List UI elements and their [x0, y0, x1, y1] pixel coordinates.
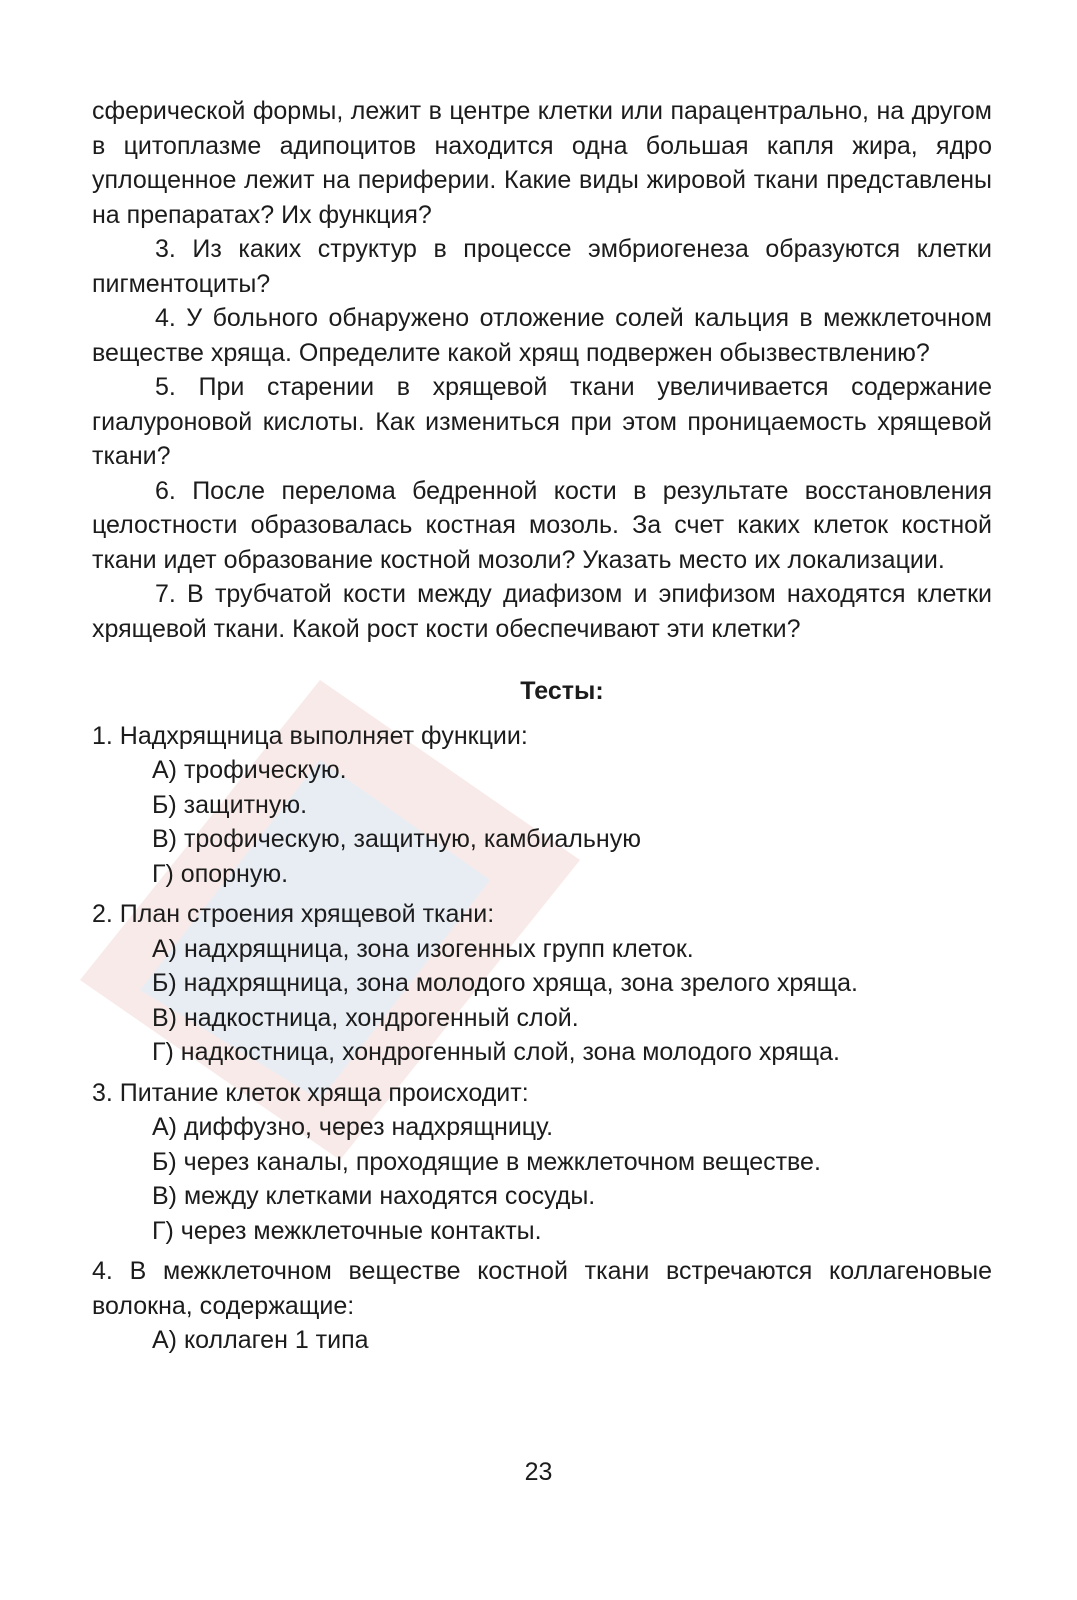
answer-options — [92, 1323, 992, 1358]
answer-option: А) коллаген 1 типа — [152, 1326, 369, 1354]
page-content — [92, 94, 992, 1364]
paragraph: 6. После перелома бедренной кости в результате восстановления целостности образовалась костная мозоль. За счет каких клеток костной ткани идет образование костной мозоли? Указать место их локализации. — [92, 476, 992, 574]
answer-option: А) трофическую. — [152, 756, 347, 784]
answer-option: Г) через межклеточные контакты. — [152, 1216, 542, 1245]
page-number: 23 — [524, 1458, 553, 1486]
answer-options — [92, 1110, 992, 1248]
answer-options — [92, 753, 992, 891]
paragraph: 4. У больного обнаружено отложение солей кальция в межклеточном веществе хряща. Определите какой хрящ подвержен обызвествлению? — [92, 304, 992, 367]
test-item — [92, 897, 992, 1070]
answer-option: А) надхрящница, зона изогенных групп клеток. — [152, 934, 694, 963]
tests-heading: Тесты: — [520, 677, 604, 705]
answer-option: В) надкостница, хондрогенный слой. — [152, 1003, 579, 1032]
test-question: 1. Надхрящница выполняет функции: — [92, 721, 528, 750]
case-questions-section — [92, 94, 992, 646]
test-question: 4. В межклеточном веществе костной ткани встречаются коллагеновые волокна, содержащие: — [92, 1257, 992, 1320]
answer-options — [92, 932, 992, 1070]
paragraph: 3. Из каких структур в процессе эмбриогенеза образуются клетки пигментоциты? — [92, 235, 992, 298]
test-item — [92, 719, 992, 892]
answer-option: Б) надхрящница, зона молодого хряща, зона зрелого хряща. — [152, 969, 858, 997]
answer-option: В) трофическую, защитную, камбиальную — [152, 825, 641, 853]
tests-section — [92, 719, 992, 1358]
test-question: 2. План строения хрящевой ткани: — [92, 900, 495, 928]
paragraph: 7. В трубчатой кости между диафизом и эпифизом находятся клетки хрящевой ткани. Какой рост кости обеспечивают эти клетки? — [92, 580, 992, 643]
paragraph: сферической формы, лежит в центре клетки или парацентрально, на другом в цитоплазме адипоцитов находится одна большая капля жира, ядро уплощенное лежит на периферии. Какие виды жировой ткани представлены на препаратах? Их функция? — [92, 97, 992, 229]
answer-option: Б) защитную. — [152, 790, 308, 819]
test-item — [92, 1254, 992, 1358]
answer-option: Г) надкостница, хондрогенный слой, зона молодого хряща. — [152, 1038, 840, 1066]
answer-option: Б) через каналы, проходящие в межклеточном веществе. — [152, 1147, 821, 1176]
answer-option: Г) опорную. — [152, 859, 289, 888]
answer-option: А) диффузно, через надхрящницу. — [152, 1113, 554, 1141]
test-question: 3. Питание клеток хряща происходит: — [92, 1078, 529, 1107]
answer-option: В) между клетками находятся сосуды. — [152, 1182, 596, 1210]
paragraph: 5. При старении в хрящевой ткани увеличивается содержание гиалуроновой кислоты. Как измениться при этом проницаемость хрящевой ткани? — [92, 373, 992, 470]
test-item — [92, 1076, 992, 1249]
